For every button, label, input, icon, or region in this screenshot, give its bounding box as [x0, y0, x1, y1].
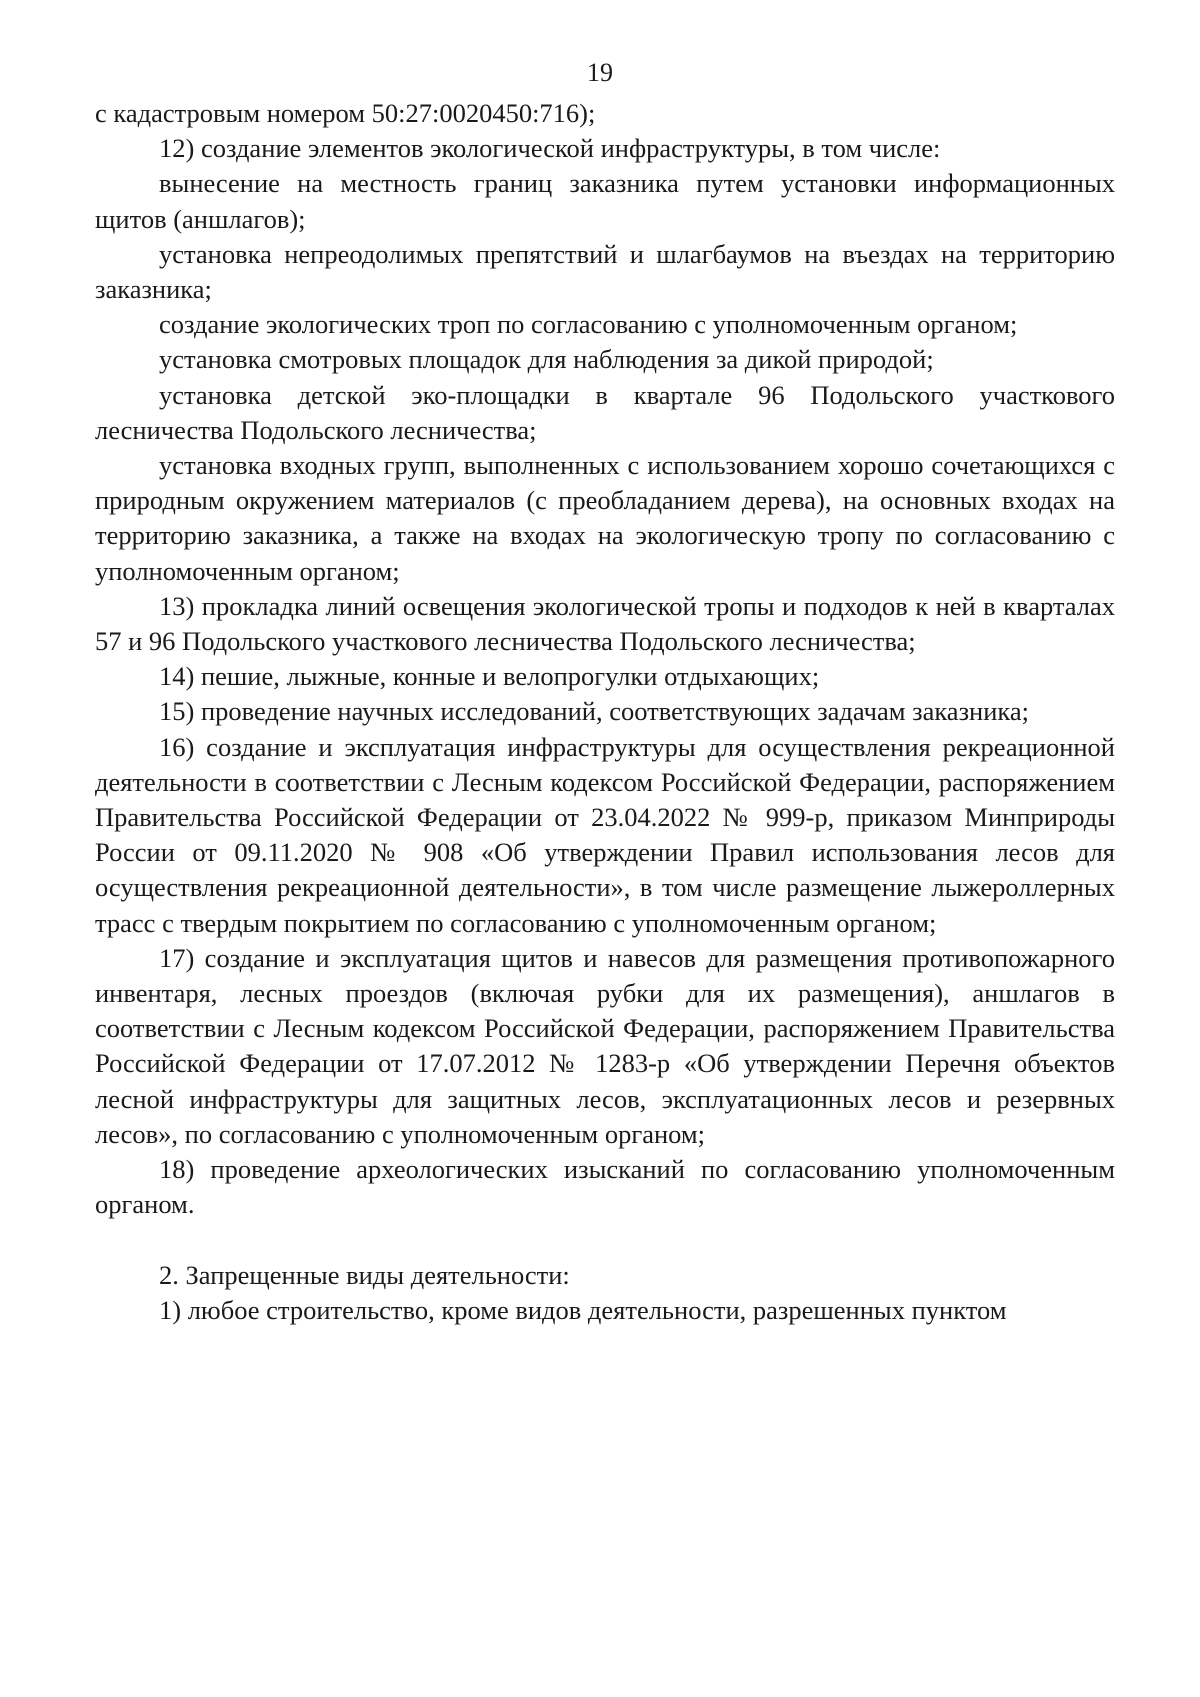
paragraph-item-14: 14) пешие, лыжные, конные и велопрогулки отдыхающих;: [159, 661, 820, 692]
section-heading-prohibited: 2. Запрещенные виды деятельности:: [159, 1259, 570, 1290]
paragraph-entrance-groups: установка входных групп, выполненных с использованием хорошо сочетающихся с природным окружением материалов (с преобладанием дерева), на основных входах на территорию заказника, а также на входах на экологическую тропу по согласованию с уполномоченным органом;: [95, 450, 1115, 586]
paragraph-item-15: 15) проведение научных исследований, соответствующих задачам заказника;: [159, 696, 1029, 727]
paragraph-item-16: 16) создание и эксплуатация инфраструктуры для осуществления рекреационной деятельности в соответствии с Лесным кодексом Российской Федерации, распоряжением Правительства Российской Федерации от 23.04.2022 № 999-р, приказом Минприроды России от 09.11.2020 № 908 «Об утверждении Правил использования лесов для осуществления рекреационной деятельности», в том числе размещение лыжероллерных трасс с твердым покрытием по согласованию с уполномоченным органом;: [95, 731, 1115, 938]
paragraph-kids-eco-playground: установка детской эко-площадки в квартале 96 Подольского участкового лесничества Подольского лесничества;: [95, 379, 1115, 445]
paragraph-item-13: 13) прокладка линий освещения экологической тропы и подходов к ней в кварталах 57 и 96 Подольского участкового лесничества Подольского лесничества;: [95, 590, 1115, 657]
page-number: 19: [587, 58, 613, 87]
paragraph-item-12: 12) создание элементов экологической инфраструктуры, в том числе:: [159, 133, 941, 164]
paragraph-eco-trails: создание экологических троп по согласованию с уполномоченным органом;: [159, 309, 1018, 340]
paragraph-barriers: установка непреодолимых препятствий и шлагбаумов на въездах на территорию заказника;: [95, 238, 1115, 305]
paragraph-item-17: 17) создание и эксплуатация щитов и навесов для размещения противопожарного инвентаря, лесных проездов (включая рубки для их размещения), аншлагов в соответствии с Лесным кодексом Российской Федерации, распоряжением Правительства Российской Федерации от 17.07.2012 № 1283-р «Об утверждении Перечня объектов лесной инфраструктуры для защитных лесов, эксплуатационных лесов и резервных лесов», по согласованию с уполномоченным органом;: [95, 942, 1115, 1149]
paragraph-cadastral-continuation: с кадастровым номером 50:27:0020450:716);: [95, 98, 596, 128]
paragraph-boundary-signs: вынесение на местность границ заказника путем установки информационных щитов (аншлагов);: [95, 168, 1115, 234]
paragraph-item-18: 18) проведение археологических изысканий по согласованию уполномоченным органом.: [95, 1154, 1115, 1220]
paragraph-viewing-platforms: установка смотровых площадок для наблюдения за дикой природой;: [159, 344, 934, 375]
document-body: [95, 96, 1115, 1328]
paragraph-prohibited-item-1: 1) любое строительство, кроме видов деятельности, разрешенных пунктом: [159, 1294, 1007, 1325]
